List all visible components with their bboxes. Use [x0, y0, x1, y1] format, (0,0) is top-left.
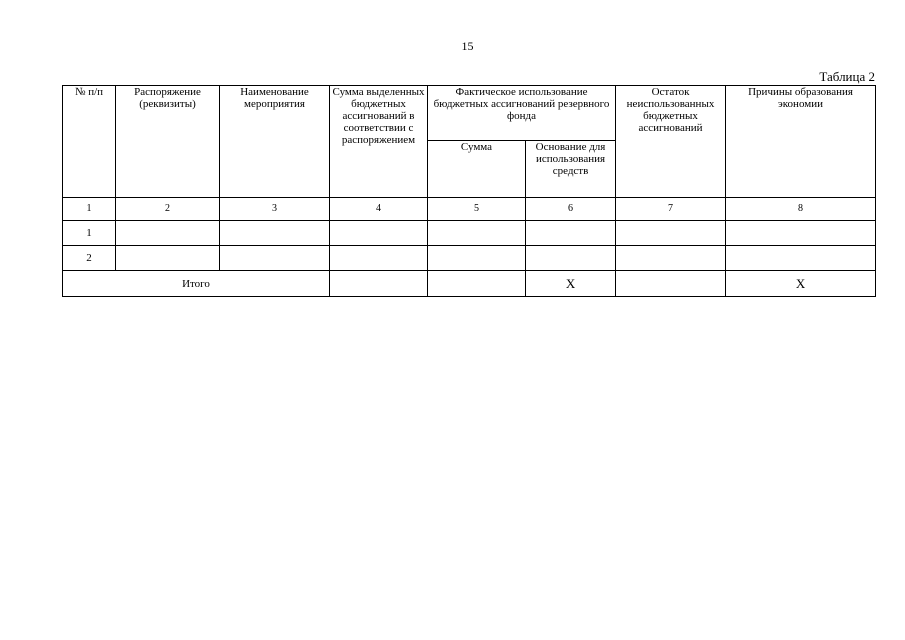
column-number: 5 — [428, 198, 526, 221]
table-cell — [526, 246, 616, 271]
header-savings-reasons: Причины образования экономии — [726, 86, 876, 198]
header-event-name: Наименование мероприятия — [220, 86, 330, 198]
table-header-row — [63, 86, 876, 141]
header-usage-basis: Основание для использования средств — [526, 141, 616, 198]
table-caption: Таблица 2 — [819, 69, 875, 84]
table-cell — [726, 246, 876, 271]
total-remaining-cell — [616, 271, 726, 297]
table-cell — [330, 246, 428, 271]
reserve-fund-table — [62, 85, 876, 297]
table-row — [63, 246, 876, 271]
table-cell — [116, 221, 220, 246]
table-cell — [428, 221, 526, 246]
table-cell — [526, 221, 616, 246]
header-actual-sum: Сумма — [428, 141, 526, 198]
column-number: 1 — [63, 198, 116, 221]
total-row — [63, 271, 876, 297]
header-order: Распоряжение (реквизиты) — [116, 86, 220, 198]
header-row-number: № п/п — [63, 86, 116, 198]
table-cell — [428, 246, 526, 271]
total-allocated-cell — [330, 271, 428, 297]
column-number: 2 — [116, 198, 220, 221]
total-basis-cross: X — [526, 271, 616, 297]
table-cell — [116, 246, 220, 271]
total-reasons-cross: X — [726, 271, 876, 297]
header-allocated-sum: Сумма выделенных бюджетных ассигнований в соответствии с распоряжением — [330, 86, 428, 198]
column-number: 3 — [220, 198, 330, 221]
total-actual-sum-cell — [428, 271, 526, 297]
table-cell — [220, 221, 330, 246]
column-numbers-row — [63, 198, 876, 221]
table-row — [63, 221, 876, 246]
table-cell — [616, 246, 726, 271]
total-label: Итого — [63, 271, 330, 297]
page-number: 15 — [461, 39, 474, 53]
column-number: 4 — [330, 198, 428, 221]
table-cell — [330, 221, 428, 246]
table-cell — [220, 246, 330, 271]
table-cell — [616, 221, 726, 246]
row-number: 2 — [63, 246, 116, 271]
header-actual-use: Фактическое использование бюджетных ассигнований резервного фонда — [428, 86, 616, 141]
column-number: 7 — [616, 198, 726, 221]
column-number: 8 — [726, 198, 876, 221]
row-number: 1 — [63, 221, 116, 246]
column-number: 6 — [526, 198, 616, 221]
header-remaining: Остаток неиспользованных бюджетных ассигнований — [616, 86, 726, 198]
table-cell — [726, 221, 876, 246]
